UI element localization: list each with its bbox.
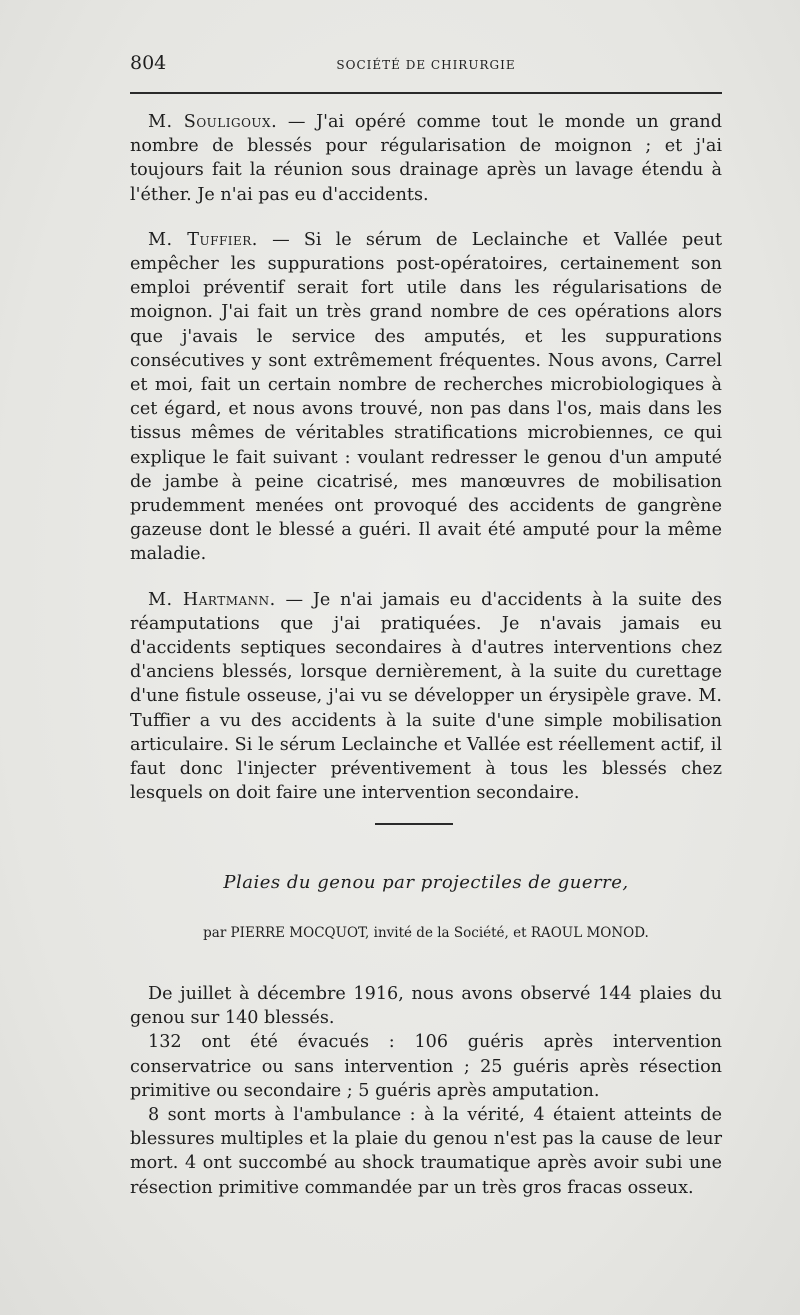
speaker-name: M. Souligoux.	[148, 112, 278, 132]
body-paragraph: De juillet à décembre 1916, nous avons observé 144 plaies du genou sur 140 blessés.	[130, 984, 722, 1029]
body-paragraph: 8 sont morts à l'ambulance : à la vérité, 4 étaient atteints de blessures multiples et la plaie du genou n'est pas la cause de leur mort. 4 ont succombé au shock traumatique après avoir subi une résection primitive commandée par un très gros fracas osseux.	[130, 1105, 722, 1198]
section-title: Plaies du genou par projectiles de guerre,	[223, 872, 629, 893]
speaker-name: M. Tuffier.	[148, 229, 258, 250]
page-number: 804	[130, 52, 167, 74]
paragraph-hartmann	[130, 588, 722, 806]
page-header	[130, 52, 722, 82]
body-paragraph: 132 ont été évacués : 106 guéris après intervention conservatrice ou sans intervention ; 25 guéris après résection primitive ou secondaire ; 5 guéris après amputation.	[130, 1032, 722, 1101]
article-body	[130, 982, 722, 1200]
section-byline: par PIERRE MOCQUOT, invité de la Société, et RAOUL MONOD.	[203, 925, 649, 941]
discussion-section	[130, 110, 722, 805]
paragraph-text: — Si le sérum de Leclainche et Vallée peut empêcher les suppurations post-opératoires, certainement son emploi préventif serait fort utile dans les régularisations de moignon. J'ai fait un très grand nombre de ces opérations alors que j'avais le service des amputés, et les suppurations consécutives y sont extrêmement fréquentes. Nous avons, Carrel et moi, fait un certain nombre de recherches microbiologiques à cet égard, et nous avons trouvé, non pas dans l'os, mais dans les tissus mêmes de véritables stratifications microbiennes, ce qui explique le fait suivant : voulant redresser le genou d'un amputé de jambe à peine cicatrisé, mes manœuvres de mobilisation prudemment menées ont provoqué des accidents de gangrène gazeuse dont le blessé a guéri. Il avait été amputé pour la même maladie.	[130, 229, 723, 565]
section-divider	[375, 823, 453, 825]
speaker-name: M. Hartmann.	[148, 589, 276, 610]
paragraph-text: — Je n'ai jamais eu d'accidents à la suite des réamputations que j'ai pratiquées. Je n'avais jamais eu d'accidents septiques secondaires à d'autres interventions chez d'anciens blessés, lorsque dernièrement, à la suite du curettage d'une fistule osseuse, j'ai vu se développer un érysipèle grave. M. Tuffier a vu des accidents à la suite d'une simple mobilisation articulaire. Si le sérum Leclainche et Vallée est réellement actif, il faut donc l'injecter préventivement à tous les blessés chez lesquels on doit faire une intervention secondaire.	[130, 589, 722, 804]
paragraph-souligoux	[130, 110, 722, 207]
paragraph-tuffier	[130, 228, 722, 567]
header-rule	[130, 92, 722, 94]
paragraph-text: — J'ai opéré comme tout le monde un grand nombre de blessés pour régularisation de moignon ; et j'ai toujours fait la réunion sous drainage après un lavage étendu à l'éther. Je n'ai pas eu d'accidents.	[130, 112, 722, 205]
running-title: SOCIÉTÉ DE CHIRURGIE	[336, 58, 516, 72]
